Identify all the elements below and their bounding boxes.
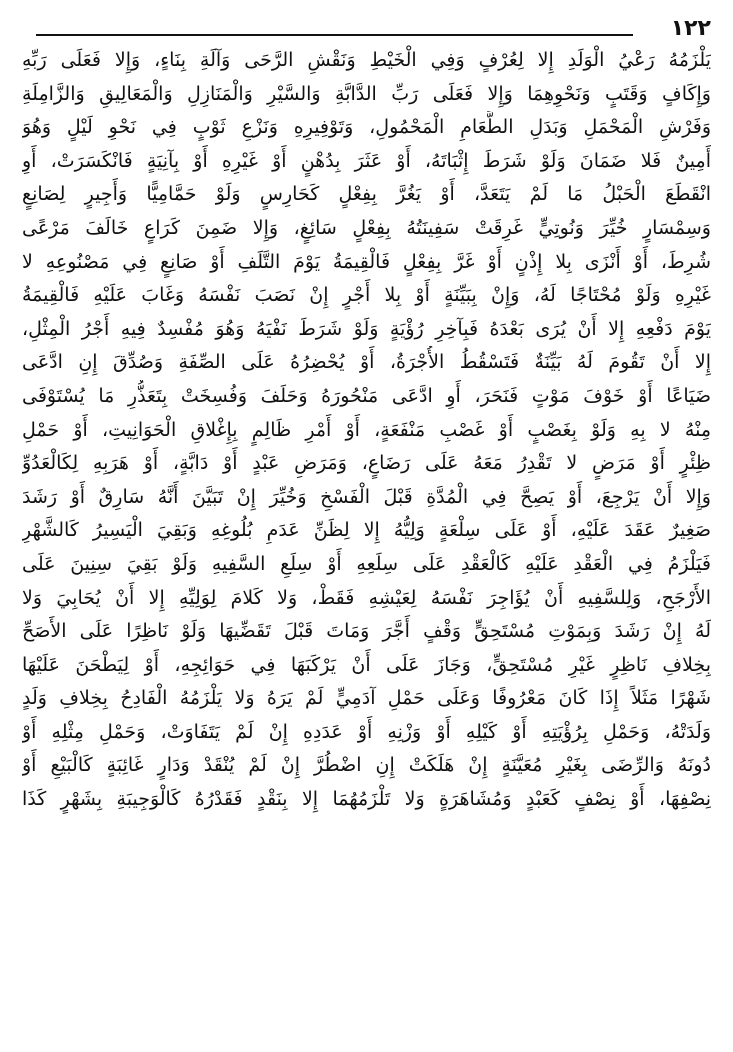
text-line: غَيْرِهِ وَلَوْ مُحْتَاجًا لَهُ، وَإِنْ بِبَيِّنَةٍ أَوْ بِلا أَجْرٍ إِنْ نَصَبَ نَفْسَهُ وَغَابَ عَلَيْهِ فَالْقِيمَةُ xyxy=(22,284,711,307)
text-line: صَغِيرٌ عَقَدَ عَلَيْهِ، أَوْ عَلَى سِلْعَةٍ وَلِيُّهُ إِلا لِظَنِّ عَدَمِ بُلُوغِهِ وَبَقِيَ الْيَسِيرُ كَالشَّهْرِ xyxy=(22,519,711,542)
text-line: نِصْفِهَا، أَوْ نِصْفٍ كَعَبْدٍ وَمُشَاهَرَةٍ وَلا تَلْزَمُهُمَا إِلا بِنَقْدٍ فَقَدْرُهُ كَالْوَجِيبَةِ بِشَهْرٍ كَذَا xyxy=(22,788,711,811)
text-line: يَوْمَ دَفْعِهِ إِلا أَنْ يُرَى بَعْدَهُ فَبِآخِرِ رُؤْيَةٍ وَلَوْ شَرَطَ نَفْيَهُ وَهُوَ مُفْسِدٌ فِيهِ أَجْرُ الْمِثْلِ، xyxy=(22,317,711,340)
header-rule xyxy=(36,34,633,36)
text-line: وَفَرْشِ الْمَحْمَلِ وَبَدَلِ الطَّعَامِ الْمَحْمُولِ، وَتَوْفِيرِهِ وَنَزْعِ ثَوْبٍ فِي نَحْوِ لَيْلٍ وَهُوَ xyxy=(22,116,711,139)
text-line xyxy=(22,917,711,951)
text-line: ضَيَاعًا أَوْ خَوْفَ مَوْتٍ فَنَحَرَ، أَوِ ادَّعَى مَنْحُورَهُ وَحَلَفَ وَفُسِخَتْ بِتَعَذُّرِ مَا يُسْتَوْفَى xyxy=(22,384,711,407)
text-line: مِنْهُ لا بِهِ وَلَوْ بِغَصْبٍ أَوْ غَصْبِ مَنْفَعَةٍ، أَوْ أَمْرِ ظَالِمٍ بِإِغْلاقِ الْحَوَانِيتِ، أَوْ حَمْلِ xyxy=(22,418,711,441)
text-line: انْقَطَعَ الْحَبْلُ مَا لَمْ يَتَعَدَّ، أَوْ يَغُرَّ بِفِعْلٍ كَحَارِسٍ وَلَوْ حَمَّامِيًّا وَأَجِيرٍ لِصَانِعٍ xyxy=(22,183,711,206)
page-text-body xyxy=(22,44,711,1018)
page-number: ١٢٢ xyxy=(670,16,711,41)
text-line: فَيَلْزَمُ فِي الْعَقْدِ عَلَيْهِ كَالْعَقْدِ عَلَى سِلَعِهِ أَوْ سِلَعِ السَّفِيهِ وَلَوْ بَقِيَ سِنِينَ عَلَى xyxy=(22,552,711,575)
text-line xyxy=(22,951,711,985)
text-line: وَسِمْسَارٍ خُيِّرَ وَنُوتِيٍّ غَرِقَتْ سَفِينَتُهُ بِفِعْلٍ سَائِغٍ، وَإِلا ضَمِنَ كَرَاعٍ خَالَفَ مَرْعًى xyxy=(22,216,711,239)
text-line xyxy=(22,850,711,884)
text-line xyxy=(22,884,711,918)
text-line xyxy=(22,985,711,1019)
text-line: إِلا أَنْ تَقُومَ لَهُ بَيِّنَةٌ فَتَسْقُطُ الأُجْرَةُ، أَوْ يُحْضِرُهُ عَلَى الصِّفَةِ وَصُدِّقَ إِنِ ادَّعَى xyxy=(22,351,711,374)
text-line: شَهْرًا مَثَلاً إِذَا كَانَ مَعْرُوفًا وَعَلَى حَمْلِ آدَمِيٍّ لَمْ يَرَهُ وَلا يَلْزَمُهُ الْفَادِحُ بِخِلافِ وَلَدٍ xyxy=(22,687,711,710)
text-line: وَإِكَافٍ وَقَتَبٍ وَنَحْوِهِمَا وَإِلا فَعَلَى رَبِّ الدَّابَّةِ وَالسَّيْرِ وَالْمَنَازِلِ وَالْمَعَالِيقِ وَالزَّامِلَةِ xyxy=(22,82,711,105)
text-line: بِخِلافِ نَاظِرٍ غَيْرِ مُسْتَحِقٍّ، وَجَازَ عَلَى أَنْ يَرْكَبَهَا فِي حَوَائِجِهِ، أَوْ لِيَطْحَنَ عَلَيْهَا xyxy=(22,653,711,676)
text-line: ظِئْرٍ أَوْ مَرَضٍ لا تَقْدِرُ مَعَهُ عَلَى رَضَاعٍ، وَمَرَضِ عَبْدٍ أَوْ دَابَّةٍ، أَوْ هَرَبِهِ لِكَالْعَدُوِّ xyxy=(22,452,711,475)
text-line: يَلْزَمُهُ رَعْيُ الْوَلَدِ إِلا لِعُرْفٍ وَفِي الْخَيْطِ وَنَقْشِ الرَّحَى وَآلَةِ بِنَاءٍ، وَإِلا فَعَلَى رَبِّهِ xyxy=(22,49,711,71)
text-line xyxy=(22,817,711,851)
text-line: الأَرْجَحِ، وَلِلسَّفِيهِ أَنْ يُؤَاجِرَ نَفْسَهُ لِعَيْشِهِ فَقَطْ، وَلا كَلامَ لِوَلِيِّهِ إِلا أَنْ يُحَابِيَ وَلا xyxy=(22,586,711,609)
text-line: أَمِينٌ فَلا ضَمَانَ وَلَوْ شَرَطَ إِثْبَاتَهُ، أَوْ عَثَرَ بِدُهْنٍ أَوْ غَيْرِهِ أَوْ بِآنِيَةٍ فَانْكَسَرَتْ، أَوِ xyxy=(22,149,711,172)
text-line: وَلَدَتْهُ، وَحَمْلِ بِرُؤْيَتِهِ أَوْ كَيْلِهِ أَوْ وَزْنِهِ أَوْ عَدَدِهِ إِنْ لَمْ يَتَفَاوَتْ، وَحَمْلِ مِثْلِهِ أَوْ xyxy=(22,720,711,743)
text-line: لَهُ إِنْ رَشَدَ وَبِمَوْتِ مُسْتَحِقٍّ وَقْفٍ أَجَّرَ وَمَاتَ قَبْلَ تَقَضِّيهَا وَلَوْ نَاظِرًا عَلَى الأَصَحِّ xyxy=(22,620,711,643)
text-line: وَإِلا أَنْ يَرْجِعَ، أَوْ يَصِحَّ فِي الْمُدَّةِ قَبْلَ الْفَسْخِ وَخُيِّرَ إِنْ تَبَيَّنَ أَنَّهُ سَارِقٌ أَوْ رَشَدَ xyxy=(22,485,711,508)
text-line: دُونَهُ وَالرِّضَى بِغَيْرِ مُعَيَّنَةٍ إِنْ هَلَكَتْ إِنِ اضْطُرَّ إِنْ لَمْ يُنْقَدْ وَدَارٍ غَائِبَةٍ كَالْبَيْعِ أَوْ xyxy=(22,754,711,777)
text-line: شُرِطَ، أَوْ أَنْزَى بِلا إِذْنٍ أَوْ غَرَّ بِفِعْلٍ فَالْقِيمَةُ يَوْمَ التَّلَفِ أَوْ صَانِعٍ فِي مَصْنُوعِهِ لا xyxy=(22,250,711,273)
